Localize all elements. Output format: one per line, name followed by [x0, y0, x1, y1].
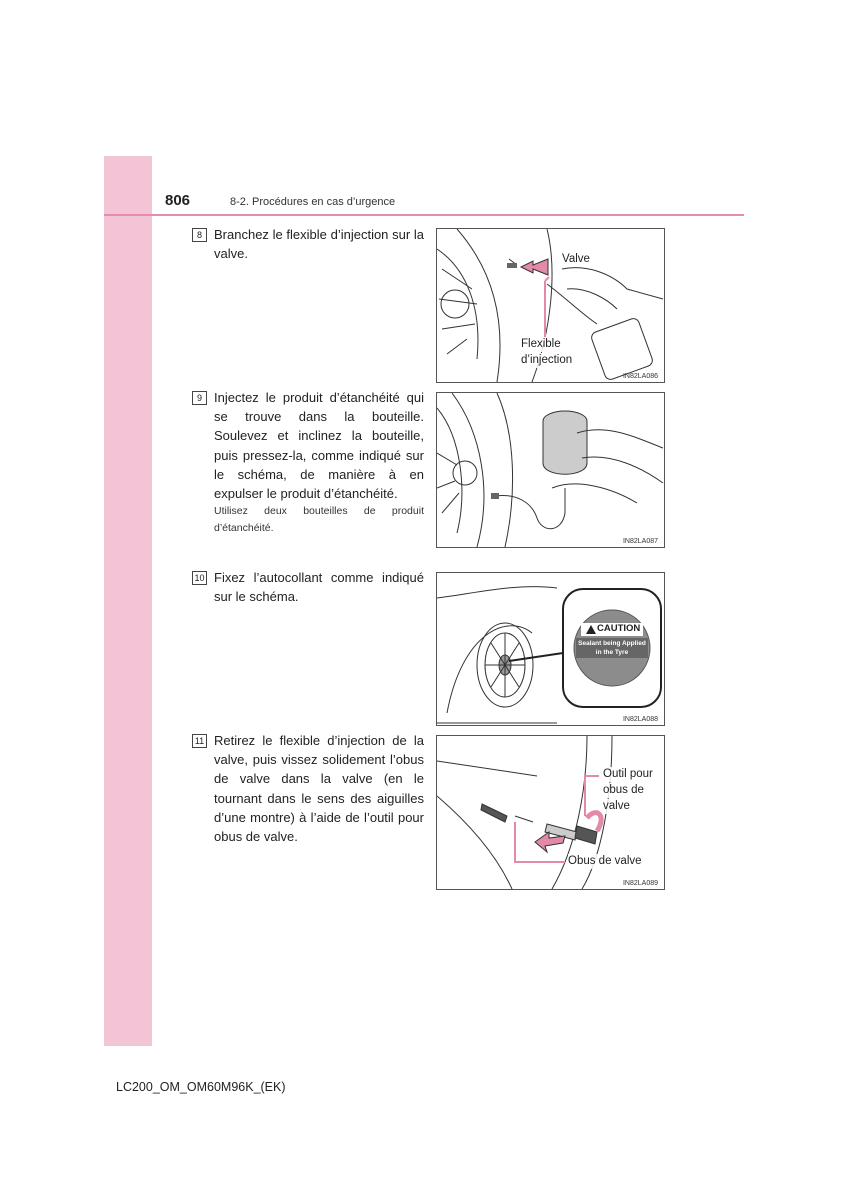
valve-stem-icon [491, 493, 499, 499]
chapter-sidebar-tab [104, 156, 152, 1046]
label-obus-de-valve: Obus de valve [568, 855, 642, 867]
figure-code: IN82LA088 [622, 716, 658, 723]
step-number: 11 [192, 734, 207, 748]
step-number: 8 [192, 228, 207, 242]
valve-stem-icon [507, 263, 517, 268]
sticker-line-2: in the Tyre [595, 649, 629, 656]
label-injection: d’injection [521, 354, 573, 366]
step-note: Utilisez deux bouteilles de produit d’étanchéité. [214, 505, 424, 534]
figure-code: IN82LA089 [622, 880, 658, 887]
sealant-bottle-illustration [437, 393, 664, 547]
pink-arrow-icon [521, 259, 548, 275]
label-obus-de: obus de [603, 784, 644, 796]
sticker-caution-text: CAUTION [597, 623, 641, 634]
step-instruction: Retirez le flexible d’injection de la valve, puis vissez solidement l’obus de valve dans la valve (en le tournant dans le sens des aiguilles d’une montre) à l’aide de l’outil pour obus de valve. [214, 733, 424, 845]
page-number: 806 [165, 192, 191, 209]
step-instruction: Fixez l’autocollant comme indiqué sur le schéma. [214, 570, 424, 605]
step-number: 9 [192, 391, 207, 405]
figure-code: IN82LA086 [622, 373, 658, 380]
section-title: 8-2. Procédures en cas d’urgence [230, 196, 396, 208]
sticker-line-1: Sealant being Applied [578, 640, 646, 647]
label-valve: Valve [562, 253, 590, 265]
label-outil-pour: Outil pour [603, 768, 653, 780]
document-code: LC200_OM_OM60M96K_(EK) [116, 1080, 286, 1094]
step-instruction: Branchez le flexible d’injection sur la valve. [214, 227, 424, 262]
figure-injecting-sealant [436, 392, 665, 548]
figure-caution-sticker [436, 572, 665, 726]
header-divider [104, 214, 744, 216]
figure-valve-core-tool [436, 735, 665, 890]
label-valve-tool: valve [603, 800, 630, 812]
figure-hose-on-valve [436, 228, 665, 383]
step-number: 10 [192, 571, 207, 585]
figure-code: IN82LA087 [622, 538, 658, 545]
label-flexible: Flexible [521, 338, 561, 350]
rotation-arrow-icon [587, 813, 601, 831]
step-instruction: Injectez le produit d’étanchéité qui se trouve dans la bouteille. Soulevez et inclinez la bouteille, puis pressez-la, comme indiqué sur le schéma, de manière à en expulser le produit d’étanchéité. [214, 390, 424, 502]
